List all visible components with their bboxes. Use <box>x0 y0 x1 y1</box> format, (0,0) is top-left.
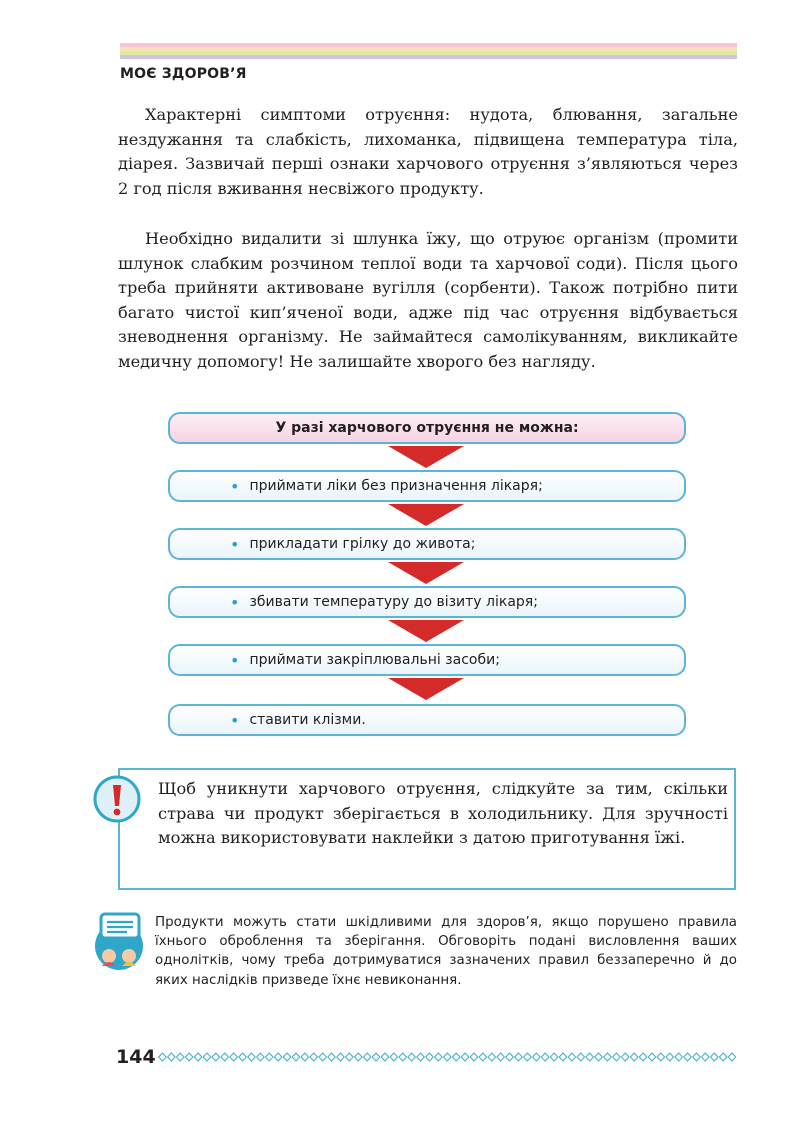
flow-item <box>168 644 686 676</box>
exclamation-icon <box>93 775 141 823</box>
bullet-icon: • <box>230 534 240 554</box>
flow-item <box>168 470 686 502</box>
bullet-icon: • <box>230 592 240 612</box>
flow-item <box>168 704 686 736</box>
flow-arrow <box>388 678 464 700</box>
page-number: 144 <box>116 1046 156 1068</box>
flow-item-text: ставити клізми. <box>249 712 366 728</box>
flow-arrow <box>388 504 464 526</box>
discussion-text: Продукти можуть стати шкідливими для здоров’я, якщо порушено правила їхнього оброблення та зберігання. Обговоріть подані висловлення ваших однолітків, чому треба дотримуватися зазначених правил беззаперечно й до яких наслідків призведе їхнє невиконання. <box>155 915 737 988</box>
bullet-icon: • <box>230 650 240 670</box>
paragraph-symptoms: Характерні симптоми отруєння: нудота, блювання, загальне нездужання та слабкість, лихоманка, підвищена температура тіла, діарея. Зазвичай перші ознаки харчового отруєння з’являються через 2 год після вживання несвіжого продукту. <box>118 105 738 198</box>
footer-diamond-rule <box>158 1051 738 1063</box>
flow-item-text: приймати ліки без призначення лікаря; <box>249 478 543 494</box>
bullet-icon: • <box>230 710 240 730</box>
header-stripes <box>120 43 737 59</box>
paragraph-first-aid: Необхідно видалити зі шлунка їжу, що отруює організм (промити шлунок слабким розчином теплої води та харчової соди). Після цього треба прийняти активоване вугілля (сорбенти). Також потрібно пити багато чистої кип’яченої води, адже під час отруєння відбувається зневоднення організму. Не займайтеся самолікуванням, викликайте медичну допомогу! Не залишайте хворого без нагляду. <box>118 229 738 371</box>
flow-item-text: приймати закріплювальні засоби; <box>249 652 500 668</box>
flow-item-text: прикладати грілку до живота; <box>249 536 476 552</box>
flow-item-text: збивати температуру до візиту лікаря; <box>249 594 538 610</box>
discussion-icon <box>91 912 149 972</box>
bullet-icon: • <box>230 476 240 496</box>
flow-arrow <box>388 620 464 642</box>
flow-heading: У разі харчового отруєння не можна: <box>168 412 686 444</box>
notice-box <box>118 768 736 890</box>
flow-arrow <box>388 562 464 584</box>
flow-arrow <box>388 446 464 468</box>
section-title: МОЄ ЗДОРОВ’Я <box>120 66 247 82</box>
forbidden-actions-flowchart <box>168 412 690 742</box>
notice-text: Щоб уникнути харчового отруєння, слідкуйте за тим, скільки страва чи продукт зберігається в холодильнику. Для зручності можна використовувати наклейки з датою приготування їжі. <box>158 779 728 847</box>
flow-item <box>168 586 686 618</box>
flow-item <box>168 528 686 560</box>
